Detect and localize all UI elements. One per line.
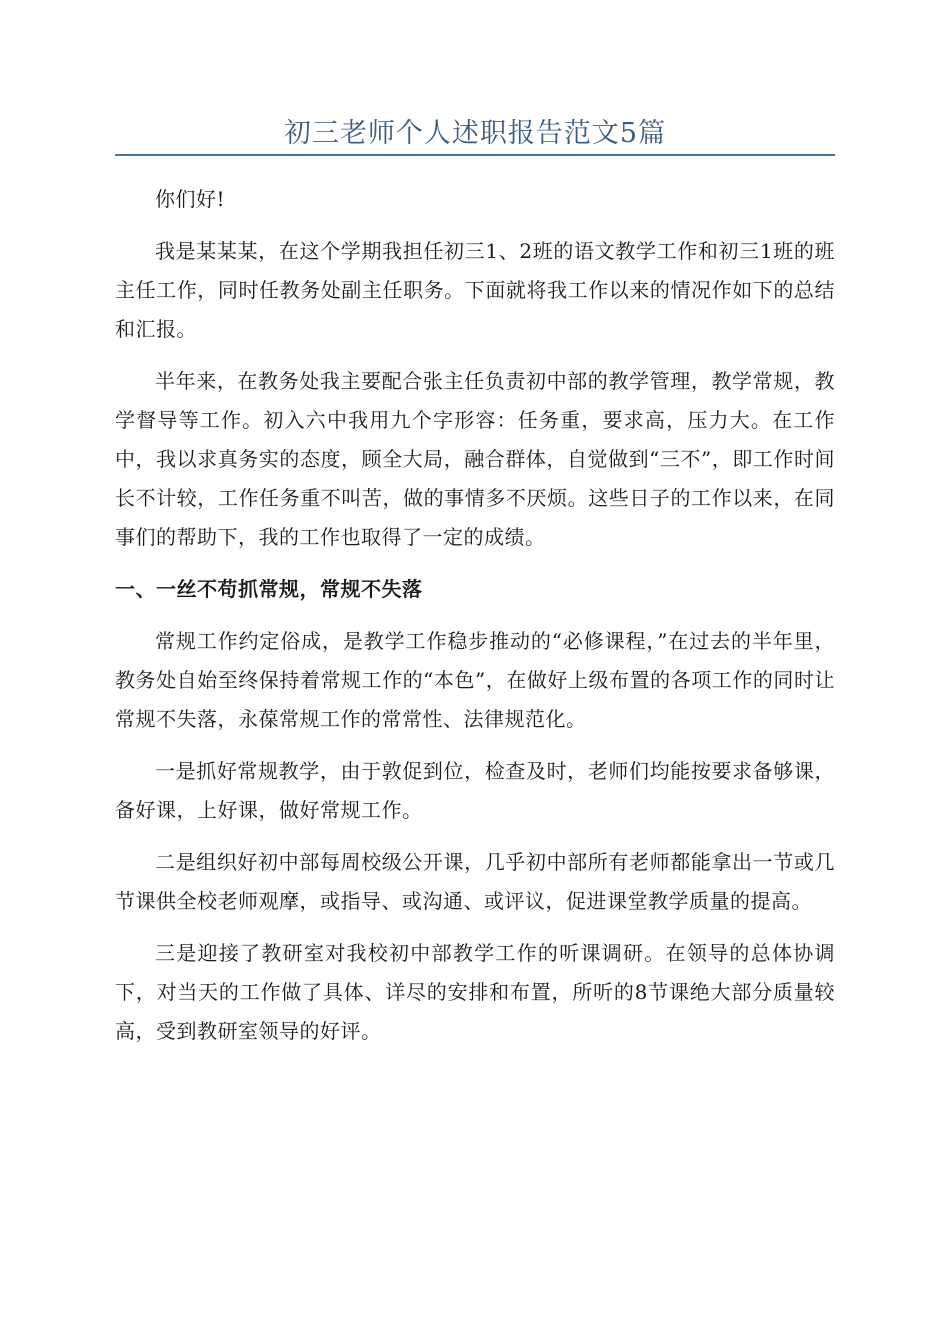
section-heading-1: 一、一丝不苟抓常规，常规不失落 (115, 577, 423, 601)
section1-paragraph-4: 三是迎接了教研室对我校初中部教学工作的听课调研。在领导的总体协调下，对当天的工作做了具体、详尽的安排和布置，所听的8节课绝大部分质量较高，受到教研室领导的好评。 (115, 941, 835, 1043)
document-title: 初三老师个人述职报告范文5篇 (283, 118, 667, 149)
title-underline (115, 154, 835, 156)
section1-paragraph-2: 一是抓好常规教学，由于敦促到位，检查及时，老师们均能按要求备够课，备好课，上好课，做好常规工作。 (115, 759, 835, 822)
greeting: 你们好! (155, 187, 226, 211)
intro-paragraph-1: 我是某某某，在这个学期我担任初三1、2班的语文教学工作和初三1班的班主任工作，同时任教务处副主任职务。下面就将我工作以来的情况作如下的总结和汇报。 (115, 239, 835, 341)
intro-paragraph-2: 半年来，在教务处我主要配合张主任负责初中部的教学管理，教学常规，教学督导等工作。初入六中我用九个字形容：任务重，要求高，压力大。在工作中，我以求真务实的态度，顾全大局，融合群体，自觉做到“三不”，即工作时间长不计较，工作任务重不叫苦，做的事情多不厌烦。这些日子的工作以来，在同事们的帮助下，我的工作也取得了一定的成绩。 (115, 369, 835, 549)
document-page (115, 0, 835, 1051)
section1-paragraph-1: 常规工作约定俗成，是教学工作稳步推动的“必修课程，”在过去的半年里，教务处自始至终保持着常规工作的“本色”，在做好上级布置的各项工作的同时让常规不失落，永葆常规工作的常常性、法律规范化。 (115, 629, 835, 731)
section1-paragraph-3: 二是组织好初中部每周校级公开课，几乎初中部所有老师都能拿出一节或几节课供全校老师观摩，或指导、或沟通、或评议，促进课堂教学质量的提高。 (115, 850, 835, 913)
